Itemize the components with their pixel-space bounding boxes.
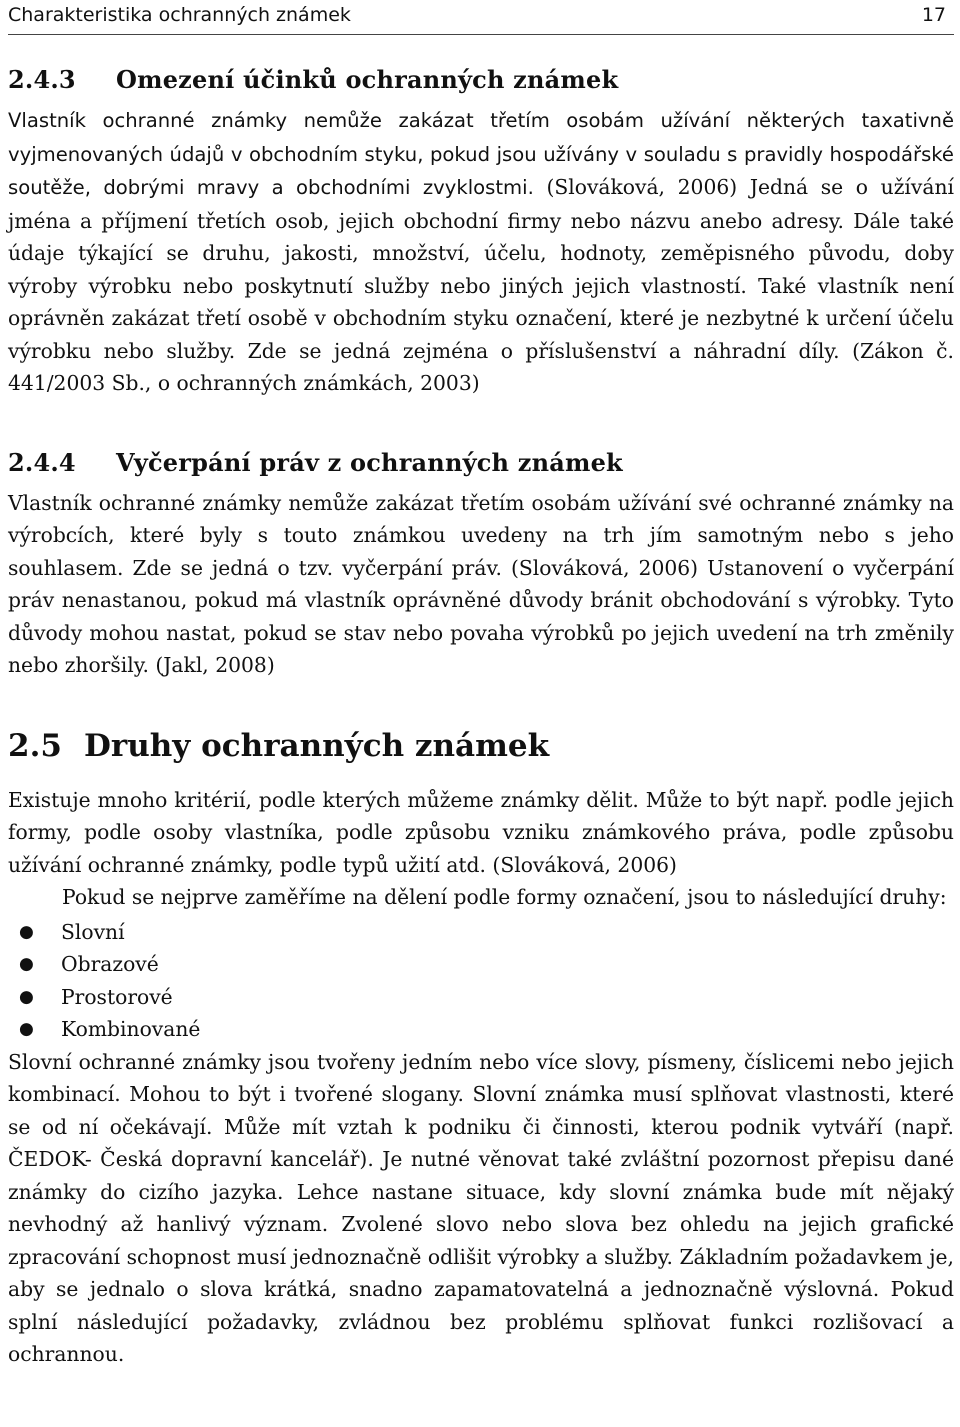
section-title: Druhy ochranných známek [84, 727, 550, 764]
list-item: ● Obrazové [61, 948, 954, 981]
section-number: 2.4.3 [8, 65, 76, 94]
bullet-icon: ● [19, 986, 34, 1007]
list-druhy [8, 916, 954, 1046]
paragraph-druhy-forma: Pokud se nejprve zaměříme na dělení podle formy označení, jsou to následující druhy: [62, 885, 947, 909]
bullet-icon: ● [19, 921, 34, 942]
paragraph-omezeni [8, 104, 954, 400]
section-number: 2.4.4 [8, 447, 76, 477]
paragraph-omezeni-part2: (Slováková, 2006) Jedná se o užívání jména a příjmení třetích osob, jejich obchodní firmy nebo názvu anebo adresy. Dále také údaje týkající se druhu, jakosti, množství, účelu, hodnoty, zeměpisného původu, doby výroby výrobku nebo poskytnutí služby nebo jiných jejich vlastností. Také vlastník není oprávněn zakázat třetí osobě v obchodním styku označení, které je nezbytné k určení účelu výrobku nebo služby. Zde se jedná zejména o příslušenství a náhradní díly. (Zákon č. 441/2003 Sb., o ochranných známkách, 2003) [8, 175, 954, 395]
bullet-icon: ● [19, 1019, 34, 1039]
section-number: 2.5 [8, 727, 62, 764]
list-item: ● Kombinované [61, 1013, 954, 1046]
list-item: ● Prostorové [61, 981, 954, 1014]
document-page [8, 0, 954, 1371]
page-number: 17 [921, 4, 946, 26]
paragraph-druhy-intro: Existuje mnoho kritérií, podle kterých můžeme známky dělit. Může to být např. podle jejich formy, podle osoby vlastníka, podle způsobu vzniku známkového práva, podle způsobu užívání ochranné známky, podle typů užití atd. (Slováková, 2006) [8, 787, 954, 877]
paragraph-omezeni-part1: Vlastník ochranné známky nemůže zakázat třetím osobám užívání některých taxativně vyjmenovaných údajů v obchodním styku, pokud jsou užívány v souladu s pravidly hospodářské soutěže, dobrými mravy a obchodními zvyklostmi. [8, 109, 954, 199]
bullet-icon: ● [19, 954, 34, 974]
section-title: Vyčerpání práv z ochranných známek [116, 447, 623, 477]
section-title: Omezení účinků ochranných známek [116, 65, 619, 94]
paragraph-vycerpani: Vlastník ochranné známky nemůže zakázat třetím osobám užívání své ochranné známky na výrobcích, které byly s touto známkou uvedeny na trh jím samotným nebo s jeho souhlasem. Zde se jedná o tzv. vyčerpání práv. (Slováková, 2006) Ustanovení o vyčerpání práv nenastanou, pokud má vlastník oprávněné důvody bránit obchodování s výrobky. Tyto důvody mohou nastat, pokud se stav nebo povaha výrobků po jejich uvedení na trh změnily nebo zhoršily. (Jakl, 2008) [8, 490, 954, 677]
paragraph-slovni: Slovní ochranné známky jsou tvořeny jedním nebo více slovy, písmeny, číslicemi nebo jejich kombinací. Mohou to být i tvořené slogany. Slovní známka musí splňovat vlastnosti, které se od ní očekávají. Může mít vztah k podniku či činnosti, kterou podnik vytváří (např. ČEDOK- Česká dopravní kancelář). Je nutné věnovat také zvláštní pozornost přepisu dané známky do cizího jazyka. Lehce nastane situace, kdy slovní známka bude mít nějaký nevhodný až hanlivý význam. Zvolené slovo nebo slova bez ohledu na jejich grafické zpracování schopnost musí jednoznačně odlišit výrobky a služby. Základním požadavkem je, aby se jednalo o slova krátká, snadno zapamatovatelná a jednoznačně výslovná. Pokud splní následující požadavky, zvládnou bez problému splňovat funkci rozlišovací a ochrannou. [8, 1049, 954, 1366]
running-header [8, 0, 954, 35]
list-item: ● Slovní [61, 916, 954, 949]
section-heading-2-4-4 [8, 448, 954, 477]
section-heading-2-4-3 [8, 65, 954, 94]
section-heading-2-5 [8, 728, 954, 764]
header-title: Charakteristika ochranných známek [8, 4, 351, 26]
